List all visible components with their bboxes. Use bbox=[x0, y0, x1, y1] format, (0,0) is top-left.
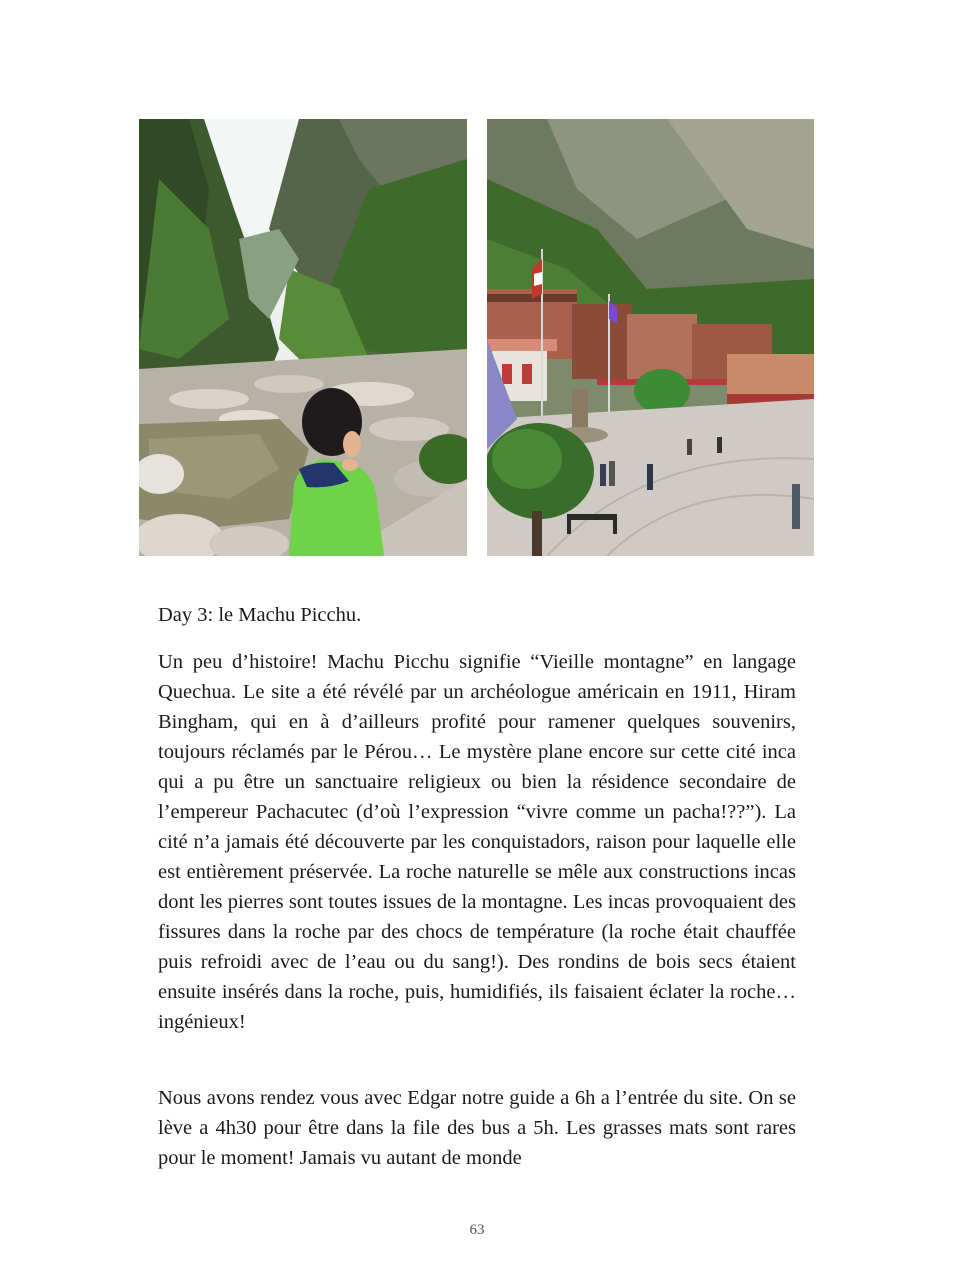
page-number: 63 bbox=[469, 1222, 485, 1238]
body-paragraph: Un peu d’histoire! Machu Picchu signifie “Vieille montagne” en langage Quechua. Le site a été révélé par un archéologue américain en 1911, Hiram Bingham, qui en à d’ailleurs profité pour ramener quelques souvenirs, toujours réclamés par le Pérou… Le mystère plane encore sur cette cité inca qui a pu être un sanctuaire religieux ou bien la résidence secondaire de l’empereur Pachacutec (d’où l’expression “vivre comme un pacha!??”). La cité n’a jamais été découverte par les conquistadors, raison pour laquelle elle est entièrement préservée. La roche naturelle se mêle aux constructions incas dont les pierres sont toutes issues de la montagne. Les incas provoquaient des fissures dans la roche par des chocs de température (la roche était chauffée puis refroidi avec de l’eau ou du sang!). Des rondins de bois secs étaient ensuite insérés dans la roche, puis, humidifiés, ils faisaient éclater la roche…ingénieux! bbox=[158, 651, 796, 1033]
body-paragraph: Nous avons rendez vous avec Edgar notre guide a 6h a l’entrée du site. On se lève a 4h30 pour être dans la file des bus a 5h. Les grasses mats sont rares pour le moment! Jamais vu autant de monde bbox=[158, 1087, 796, 1169]
town-square-photo bbox=[487, 119, 814, 556]
section-heading: Day 3: le Machu Picchu. bbox=[158, 604, 362, 626]
river-gorge-photo bbox=[139, 119, 467, 556]
